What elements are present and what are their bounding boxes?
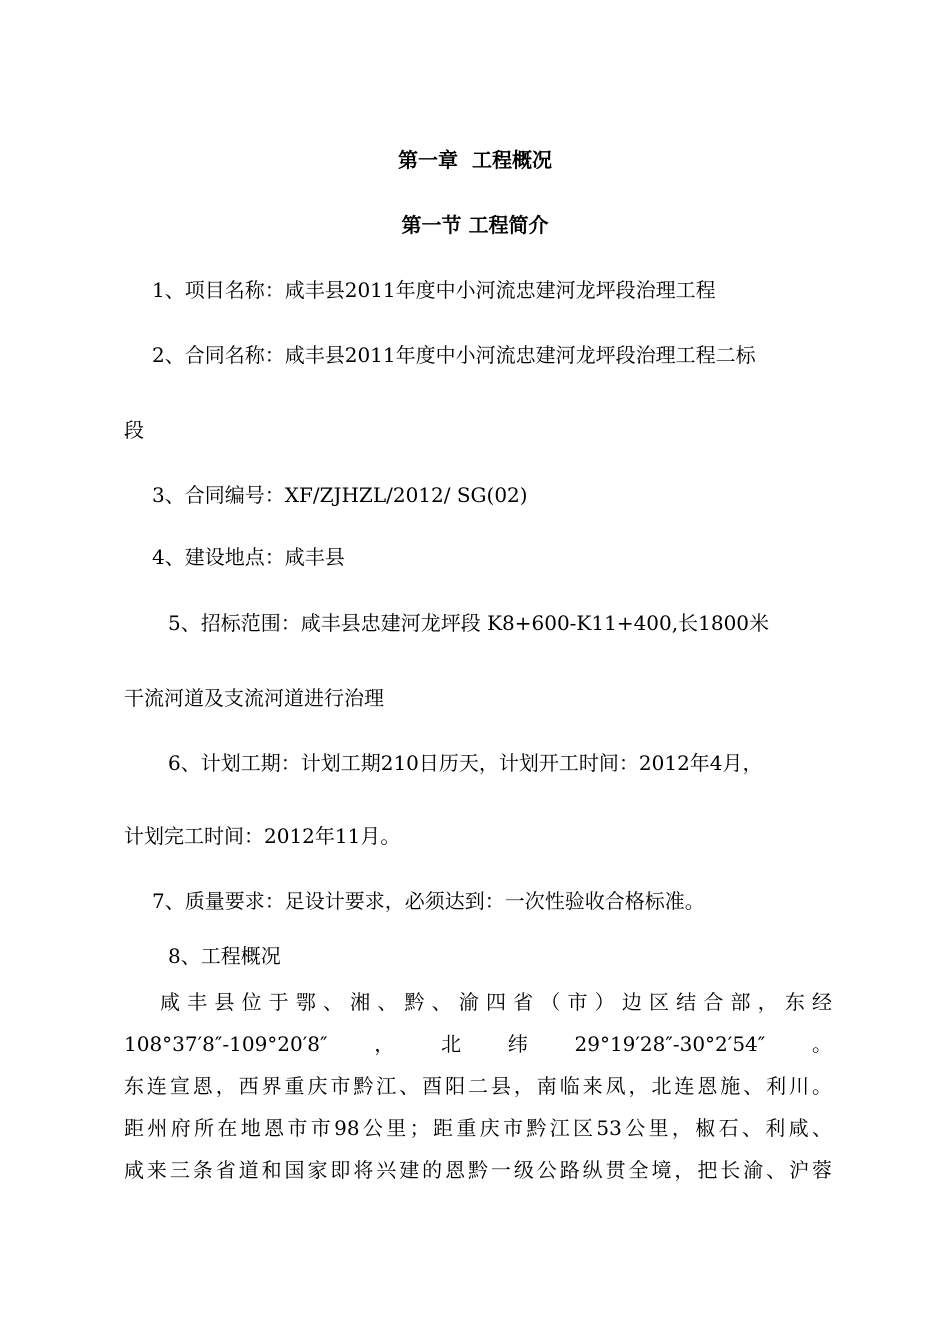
overview-line: 东连宣恩，西界重庆市黔江、酉阳二县，南临来凤，北连恩施、利川。	[124, 1074, 832, 1098]
item-schedule: 6、计划工期：计划工期210日历天，计划开工时间：2012年4月，	[168, 751, 763, 775]
overview-line: 距州府所在地恩市市98公里；距重庆市黔江区53公里，椒石、利咸、	[124, 1116, 832, 1140]
item-project-name: 1、项目名称：咸丰县2011年度中小河流忠建河龙坪段治理工程	[152, 278, 716, 302]
overview-line: 108°37′8″-109°20′8″，北纬29°19′28″-30°2′54″。	[124, 1032, 832, 1056]
chapter-title: 第一章 工程概况	[398, 148, 552, 172]
item-overview-heading: 8、工程概况	[168, 944, 281, 968]
overview-line: 咸丰县位于鄂、湘、黔、渝四省（市）边区结合部，东经	[160, 990, 832, 1014]
section-title: 第一节 工程简介	[401, 213, 549, 237]
item-contract-name-cont: 段	[124, 418, 144, 442]
item-quality: 7、质量要求：足设计要求，必须达到：一次性验收合格标准。	[152, 889, 705, 913]
item-bid-scope-cont: 干流河道及支流河道进行治理	[124, 686, 384, 710]
item-contract-name: 2、合同名称：咸丰县2011年度中小河流忠建河龙坪段治理工程二标	[152, 343, 756, 367]
overview-line: 咸来三条省道和国家即将兴建的恩黔一级公路纵贯全境，把长渝、沪蓉	[124, 1158, 832, 1182]
item-bid-scope: 5、招标范围：咸丰县忠建河龙坪段 K8+600-K11+400,长1800米	[168, 611, 770, 635]
item-location: 4、建设地点：咸丰县	[152, 545, 345, 569]
item-contract-number: 3、合同编号：XF/ZJHZL/2012/ SG(02)	[152, 483, 528, 507]
item-schedule-cont: 计划完工时间：2012年11月。	[124, 824, 401, 848]
